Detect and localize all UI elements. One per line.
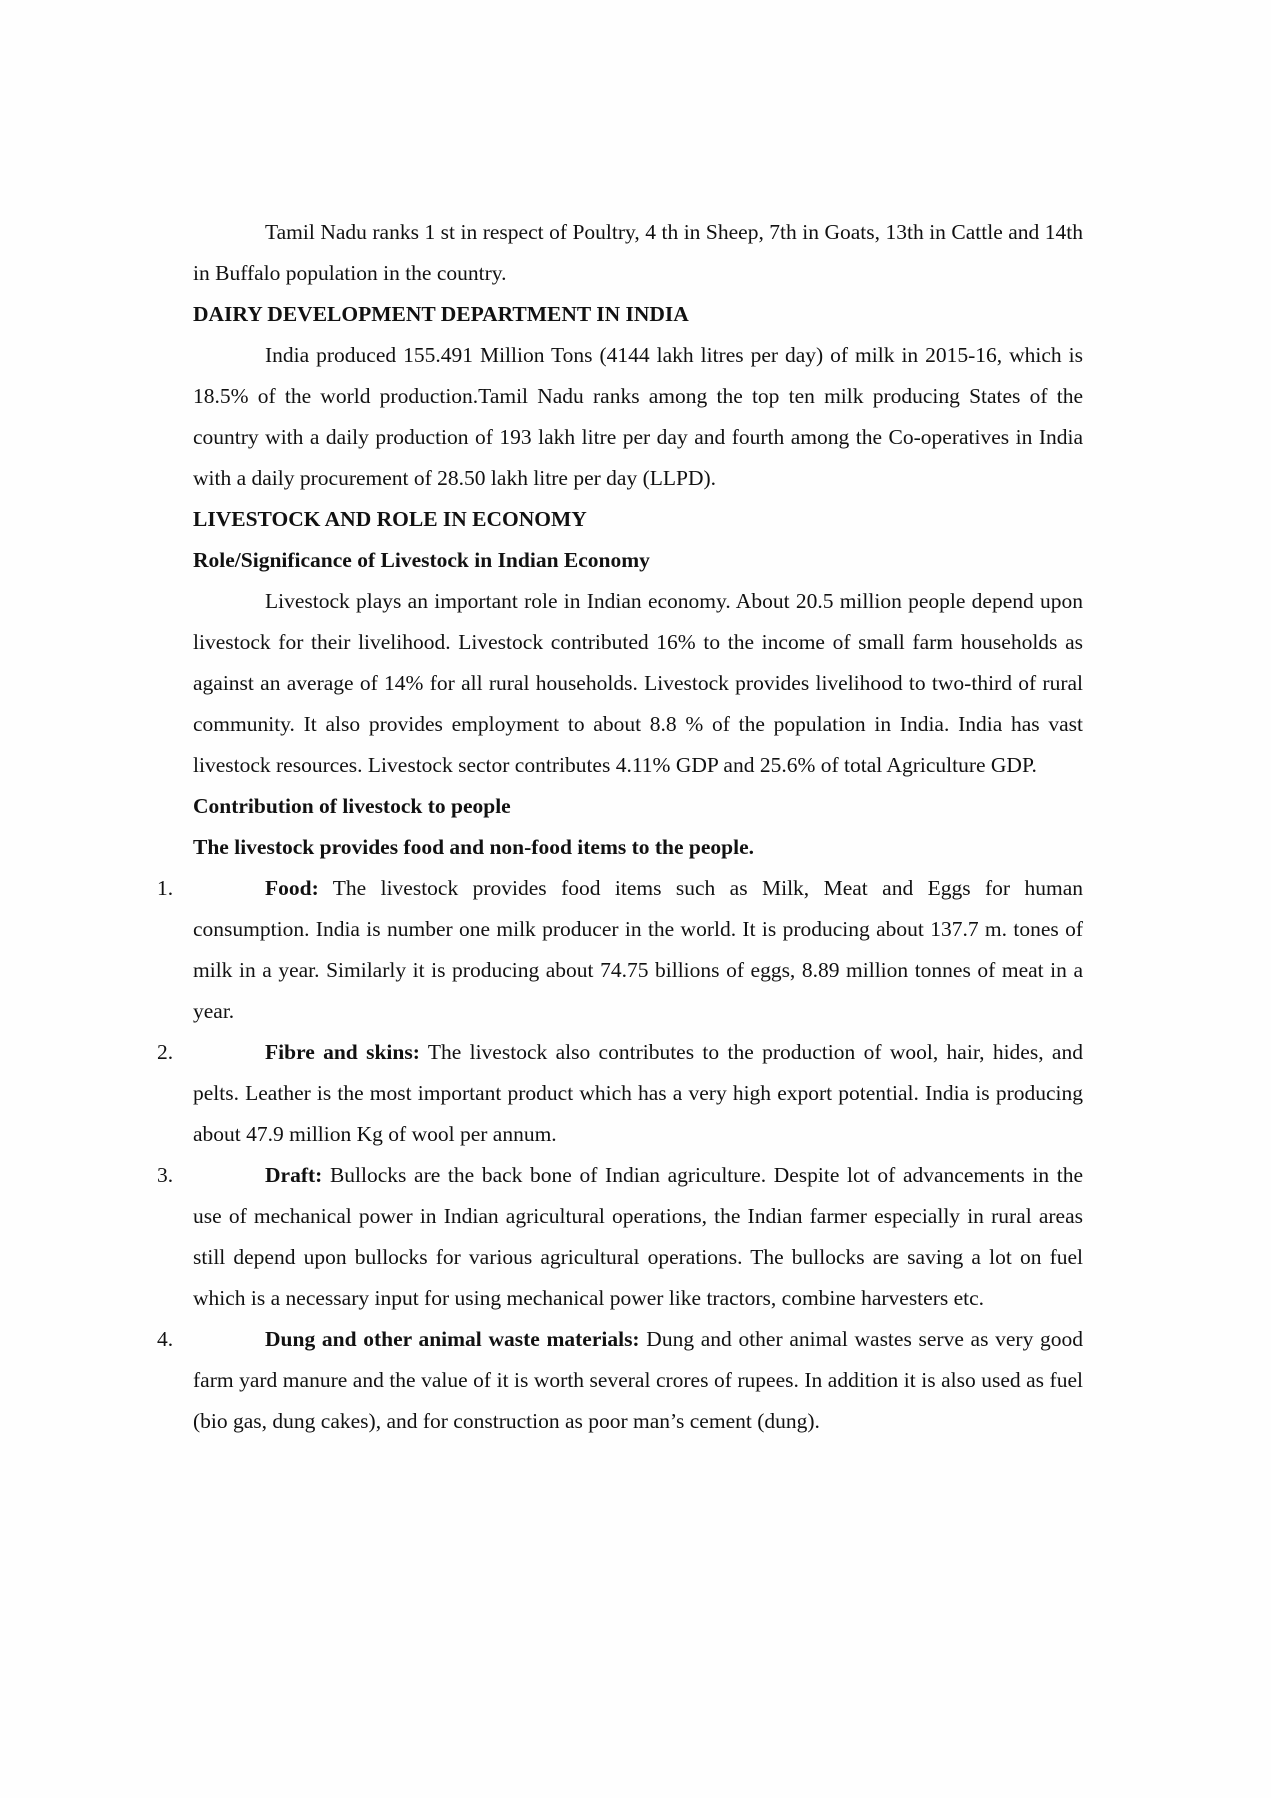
list-item-title: Fibre and skins: bbox=[265, 1040, 420, 1064]
list-item-text: The livestock also contributes to the production of wool, hair, hides, and pelts. Leather is the most important product which has a very high export potential. India is producing about 47.9 million Kg of wool per annum. bbox=[193, 1040, 1083, 1146]
dairy-paragraph: India produced 155.491 Million Tons (4144 lakh litres per day) of milk in 2015-16, which is 18.5% of the world production.Tamil Nadu ranks among the top ten milk producing States of the country with a daily production of 193 lakh litre per day and fourth among the Co-operatives in India with a daily procurement of 28.50 lakh litre per day (LLPD). bbox=[193, 343, 1083, 490]
list-item-text: The livestock provides food items such as Milk, Meat and Eggs for human consumption. India is number one milk producer in the world. It is producing about 137.7 m. tones of milk in a year. Similarly it is producing about 74.75 billions of eggs, 8.89 million tonnes of meat in a year. bbox=[193, 876, 1083, 1023]
subheading-role-significance: Role/Significance of Livestock in Indian Economy bbox=[193, 548, 650, 572]
section-heading-livestock-economy: LIVESTOCK AND ROLE IN ECONOMY bbox=[193, 507, 587, 531]
subheading-contribution: Contribution of livestock to people bbox=[193, 794, 511, 818]
section-heading-dairy-development: DAIRY DEVELOPMENT DEPARTMENT IN INDIA bbox=[193, 302, 689, 326]
list-number: 2. bbox=[157, 1040, 174, 1064]
list-item-dung bbox=[157, 1319, 1084, 1442]
list-number: 4. bbox=[157, 1327, 174, 1351]
list-item-text: Dung and other animal wastes serve as very good farm yard manure and the value of it is worth several crores of rupees. In addition it is also used as fuel (bio gas, dung cakes), and for construction as poor man’s cement (dung). bbox=[193, 1327, 1084, 1433]
list-item-title: Food: bbox=[265, 876, 319, 900]
list-item-draft bbox=[157, 1155, 1083, 1319]
intro-paragraph: Tamil Nadu ranks 1 st in respect of Poultry, 4 th in Sheep, 7th in Goats, 13th in Cattle and 14th in Buffalo population in the country. bbox=[193, 220, 1083, 285]
livestock-paragraph: Livestock plays an important role in Indian economy. About 20.5 million people depend upon livestock for their livelihood. Livestock contributed 16% to the income of small farm households as against an average of 14% for all rural households. Livestock provides livelihood to two-third of rural community. It also provides employment to about 8.8 % of the population in India. India has vast livestock resources. Livestock sector contributes 4.11% GDP and 25.6% of total Agriculture GDP. bbox=[193, 589, 1083, 777]
list-item-title: Draft: bbox=[265, 1163, 323, 1187]
list-number: 3. bbox=[157, 1163, 174, 1187]
list-item-title: Dung and other animal waste materials: bbox=[265, 1327, 640, 1351]
page-content bbox=[157, 212, 1084, 1442]
list-number: 1. bbox=[157, 876, 174, 900]
list-item-fibre-skins bbox=[157, 1032, 1083, 1155]
contribution-list bbox=[157, 868, 1084, 1442]
contribution-lead-in: The livestock provides food and non-food items to the people. bbox=[193, 835, 755, 859]
list-item-text: Bullocks are the back bone of Indian agriculture. Despite lot of advancements in the use of mechanical power in Indian agricultural operations, the Indian farmer especially in rural areas still depend upon bullocks for various agricultural operations. The bullocks are saving a lot on fuel which is a necessary input for using mechanical power like tractors, combine harvesters etc. bbox=[193, 1163, 1083, 1310]
list-item-food bbox=[157, 868, 1083, 1032]
